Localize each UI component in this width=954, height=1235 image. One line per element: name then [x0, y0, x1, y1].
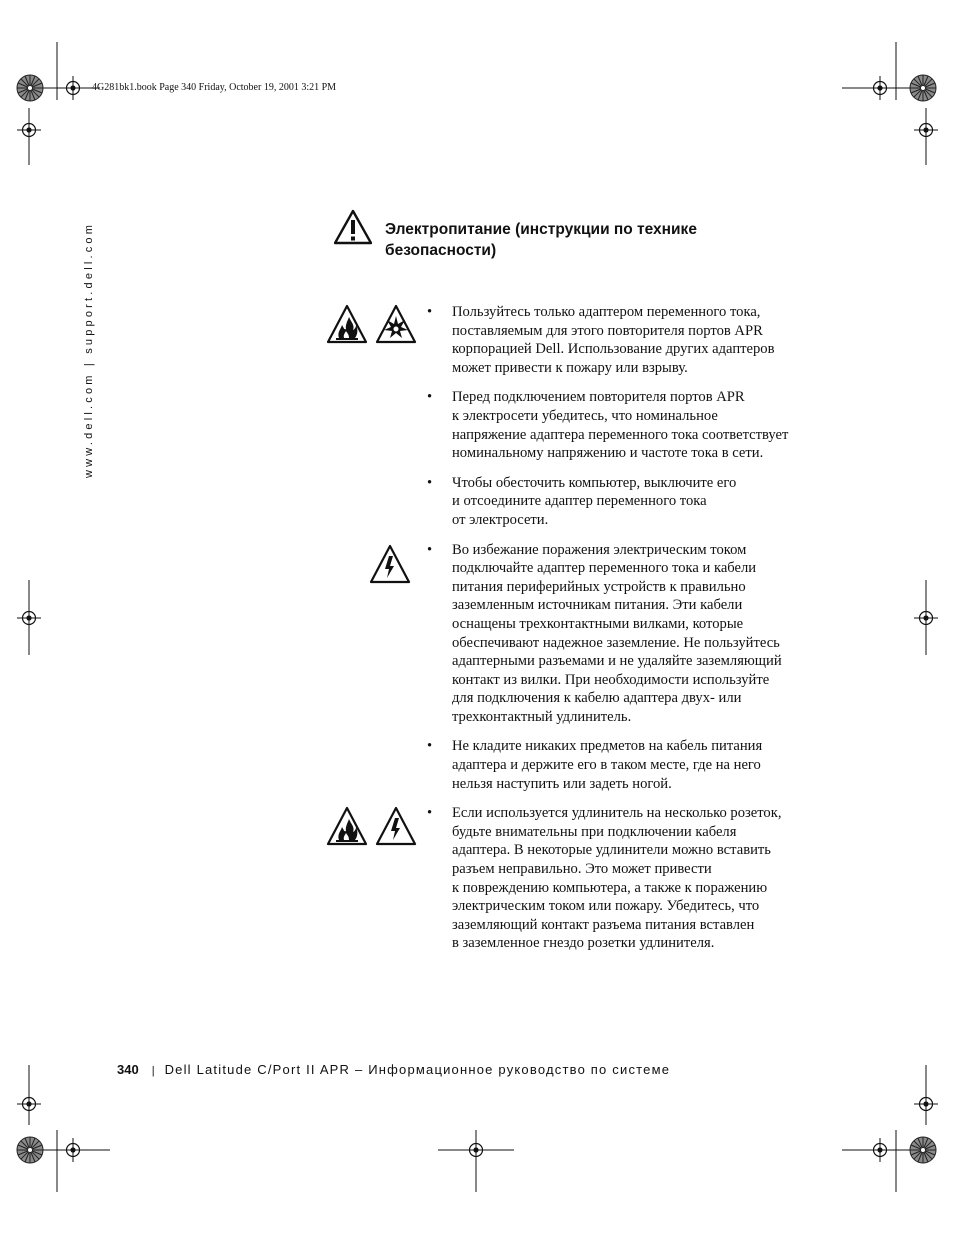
list-item-text: Перед подключением повторителя портов APR к электросети убедитесь, что номинальное напряжение адаптера переменного тока соответствует номинальному напряжению и частоте тока в сети.	[452, 389, 789, 462]
list-item	[424, 303, 824, 377]
bullet-marker: •	[427, 738, 433, 755]
list-item-text: Не кладите никаких предметов на кабель питания адаптера и держите его в таком месте, где на него нельзя наступить или задеть ногой.	[452, 738, 763, 792]
bullet-marker: •	[427, 474, 433, 491]
list-item	[424, 804, 824, 953]
fire-hazard-icon	[326, 806, 368, 846]
page-number: 340	[117, 1062, 139, 1077]
list-item-text: Если используется удлинитель на несколько розеток, будьте внимательны при подключении кабеля адаптера. В некоторые удлинители можно вставить разъем неправильно. Это может привести к повреждению компьютера, а также к поражению электрическим током или пожару. Убедитесь, что заземляющий контакт разъема питания вставлен в заземленное гнездо розетки удлинителя.	[452, 805, 782, 952]
list-item-text: Чтобы обесточить компьютер, выключите его и отсоедините адаптер переменного тока от электросети.	[452, 474, 737, 528]
list-item	[424, 474, 824, 530]
footer-separator: |	[151, 1065, 155, 1077]
list-item	[424, 541, 824, 727]
side-url-text: www.dell.com | support.dell.com	[83, 221, 95, 478]
electrical-shock-icon	[369, 544, 411, 584]
page-header-book-info: 4G281bk1.book Page 340 Friday, October 19, 2001 3:21 PM	[92, 82, 337, 93]
list-item-text: Во избежание поражения электрическим током подключайте адаптер переменного тока и кабели питания периферийных устройств к правильно заземленным источникам питания. Эти кабели оснащены трехконтактными вилками, которые обеспечивают надежное заземление. Не пользуйтесь адаптерными разъемами и не удаляйте заземляющий контакт из вилки. При необходимости используйте для подключения к кабелю адаптера двух- или трехконтактный удлинитель.	[452, 541, 782, 725]
list-item-text: Пользуйтесь только адаптером переменного тока, поставляемым для этого повторителя портов APR корпорацией Dell. Использование других адаптеров может привести к пожару или взрыву.	[452, 304, 775, 376]
fire-hazard-icon	[326, 304, 368, 344]
list-item	[424, 388, 824, 462]
electrical-shock-icon	[375, 806, 417, 846]
bullet-marker: •	[427, 304, 433, 320]
hazard-icons-shock	[369, 544, 411, 584]
bullet-marker: •	[427, 389, 433, 406]
hazard-icons-fire-explosion	[326, 304, 417, 344]
caution-triangle-icon	[334, 209, 372, 245]
page-footer	[117, 1062, 670, 1077]
explosion-hazard-icon	[375, 304, 417, 344]
section-title: Электропитание (инструкции по технике безопасности)	[385, 221, 697, 259]
bullet-marker: •	[427, 805, 433, 822]
list-item	[424, 737, 824, 793]
footer-title: Dell Latitude C/Port II APR – Информационное руководство по системе	[164, 1062, 671, 1077]
bullet-marker: •	[427, 541, 433, 558]
safety-instructions-list	[424, 303, 824, 953]
hazard-icons-fire-shock	[326, 806, 417, 846]
